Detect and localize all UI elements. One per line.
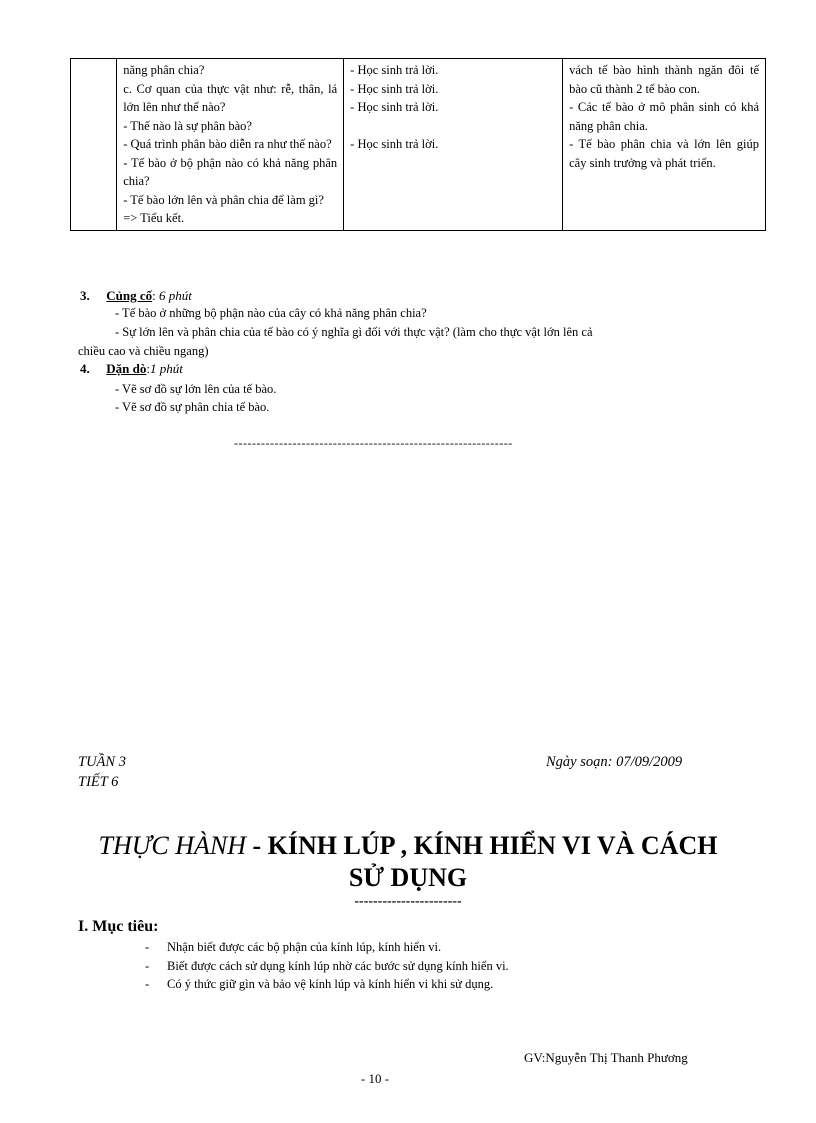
objectives-heading: I. Mục tiêu: <box>78 918 159 935</box>
review-question: - Tế bào ở những bộ phận nào của cây có khả năng phân chia? <box>115 306 427 320</box>
table-text: - Các tế bào ở mô phân sinh có khả năng phân chia. <box>569 100 759 133</box>
table-text: c. Cơ quan của thực vật như: rễ, thân, lá lớn lên như thế nào? <box>123 81 338 114</box>
section-title: Dặn dò <box>106 361 147 376</box>
teacher-name: GV:Nguyễn Thị Thanh Phương <box>524 1050 688 1065</box>
table-text: - Tế bào phân chia và lớn lên giúp cây sinh trưởng và phát triển. <box>569 137 759 170</box>
separator-line: -------------------------------------------------------------- <box>234 436 513 450</box>
title-underline: ----------------------- <box>354 894 462 909</box>
lesson-table <box>70 58 766 231</box>
page-number: - 10 - <box>360 1071 390 1086</box>
objective-item: - Nhận biết được các bộ phận của kính lúp, kính hiển vi. <box>145 940 442 954</box>
section-title: Củng cố <box>106 288 153 303</box>
homework-item: - Vẽ sơ đồ sự lớn lên của tế bào. <box>115 382 277 396</box>
section-time: 6 phút <box>159 288 192 303</box>
objective-item: - Có ý thức giữ gìn và bảo vệ kính lúp và kính hiển vi khi sử dụng. <box>145 977 494 991</box>
section3-heading: 3. Củng cố: 6 phút <box>80 288 192 303</box>
title-italic: THỰC HÀNH <box>98 831 247 860</box>
section-number: 3. <box>80 288 90 303</box>
table-text: - Học sinh trả lời. <box>350 137 439 151</box>
period-label: TIẾT 6 <box>78 774 119 790</box>
content-cell <box>563 59 766 231</box>
bullet: - <box>145 977 150 991</box>
page-title <box>0 830 816 862</box>
table-text: năng phân chia? <box>123 63 205 77</box>
section-number: 4. <box>80 361 90 376</box>
table-row <box>71 59 766 231</box>
homework-item: - Vẽ sơ đồ sự phân chia tế bào. <box>115 400 270 414</box>
table-text: - Quá trình phân bào diễn ra như thế nào? <box>123 137 332 151</box>
table-text: - Học sinh trả lời. <box>350 81 439 96</box>
bullet: - <box>145 940 150 954</box>
section4-heading: 4. Dặn dò:1 phút <box>80 361 183 376</box>
table-text: => Tiểu kết. <box>123 211 185 225</box>
table-text: - Học sinh trả lời. <box>350 100 439 114</box>
table-text: - Tế bào lớn lên và phân chia để làm gì? <box>123 192 324 207</box>
review-question-cont: chiều cao và chiều ngang) <box>78 344 209 358</box>
section-time: 1 phút <box>149 361 183 376</box>
bullet: - <box>145 959 150 973</box>
title-rest: - KÍNH LÚP , KÍNH HIỂN VI VÀ CÁCH <box>246 831 718 860</box>
table-text: - Thế nào là sự phân bào? <box>123 118 252 133</box>
table-cell-empty <box>71 59 117 231</box>
student-activity-cell <box>344 59 563 231</box>
week-label: TUẦN 3 <box>78 754 126 770</box>
page-title-line2: SỬ DỤNG <box>348 863 468 892</box>
teacher-activity-cell <box>117 59 344 231</box>
date-label: Ngày soạn: 07/09/2009 <box>546 754 683 770</box>
table-text: - Học sinh trả lời. <box>350 63 439 77</box>
table-text: - Tế bào ở bộ phận nào có khả năng phân chia? <box>123 155 338 188</box>
objective-item: - Biết được cách sử dụng kính lúp nhờ các bước sử dụng kính hiển vi. <box>145 959 509 973</box>
review-question: - Sự lớn lên và phân chia của tế bào có ý nghĩa gì đối với thực vật? (làm cho thực vật lớn lên cả <box>115 325 593 339</box>
table-text: vách tế bào hình thành ngăn đôi tế bào cũ thành 2 tế bào con. <box>569 63 759 96</box>
